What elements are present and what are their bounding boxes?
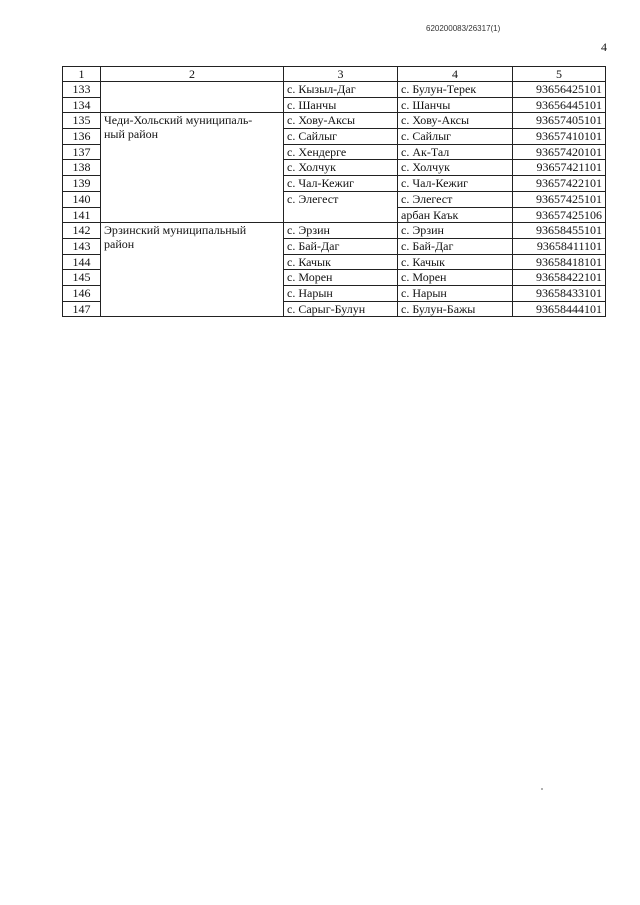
- settlement-cell: с. Элегест: [284, 191, 398, 222]
- locality-cell: с. Чал-Кежиг: [398, 176, 513, 192]
- locality-cell: арбан Каък: [398, 207, 513, 223]
- district-name-line-1: Чеди-Хольский муниципаль-: [104, 113, 253, 128]
- settlement-cell: с. Чал-Кежиг: [284, 176, 398, 192]
- row-number: 141: [63, 207, 101, 223]
- settlement-cell: с. Нарын: [284, 285, 398, 301]
- row-number: 136: [63, 129, 101, 145]
- locality-cell: с. Сайлыг: [398, 129, 513, 145]
- locality-cell: с. Булун-Терек: [398, 82, 513, 98]
- settlement-cell: с. Шанчы: [284, 97, 398, 113]
- header-col-5: 5: [513, 67, 606, 82]
- oktmo-code-cell: 93658444101: [513, 301, 606, 317]
- settlements-table: [62, 66, 606, 317]
- settlement-cell: с. Сарыг-Булун: [284, 301, 398, 317]
- page-number: 4: [601, 40, 607, 54]
- row-number: 135: [63, 113, 101, 129]
- scan-speck: [541, 788, 543, 790]
- district-cell: [101, 223, 284, 317]
- district-name-line-1: Эрзинский муниципальный: [104, 223, 247, 238]
- locality-cell: с. Шанчы: [398, 97, 513, 113]
- locality-cell: с. Булун-Бажы: [398, 301, 513, 317]
- locality-cell: с. Качык: [398, 254, 513, 270]
- oktmo-code-cell: 93656445101: [513, 97, 606, 113]
- locality-cell: с. Ак-Тал: [398, 144, 513, 160]
- locality-cell: с. Холчук: [398, 160, 513, 176]
- settlement-cell: с. Морен: [284, 270, 398, 286]
- settlement-cell: с. Сайлыг: [284, 129, 398, 145]
- header-col-2: 2: [101, 67, 284, 82]
- oktmo-code-cell: 93657425106: [513, 207, 606, 223]
- row-number: 140: [63, 191, 101, 207]
- header-col-3: 3: [284, 67, 398, 82]
- row-number: 143: [63, 238, 101, 254]
- oktmo-code-cell: 93658455101: [513, 223, 606, 239]
- locality-cell: с. Бай-Даг: [398, 238, 513, 254]
- table-header-row: [63, 67, 606, 82]
- table-row: [63, 223, 606, 239]
- settlement-cell: с. Хову-Аксы: [284, 113, 398, 129]
- row-number: 147: [63, 301, 101, 317]
- settlement-cell: с. Кызыл-Даг: [284, 82, 398, 98]
- oktmo-code-cell: 93658418101: [513, 254, 606, 270]
- district-name-line-2: ный район: [104, 127, 159, 142]
- oktmo-code-cell: 93657425101: [513, 191, 606, 207]
- locality-cell: с. Хову-Аксы: [398, 113, 513, 129]
- header-col-1: 1: [63, 67, 101, 82]
- oktmo-code-cell: 93657422101: [513, 176, 606, 192]
- row-number: 144: [63, 254, 101, 270]
- settlement-cell: с. Хендерге: [284, 144, 398, 160]
- locality-cell: с. Элегест: [398, 191, 513, 207]
- oktmo-code-cell: 93656425101: [513, 82, 606, 98]
- locality-cell: с. Нарын: [398, 285, 513, 301]
- row-number: 134: [63, 97, 101, 113]
- district-name-line-2: район: [104, 237, 135, 252]
- row-number: 133: [63, 82, 101, 98]
- table-row: [63, 82, 606, 98]
- oktmo-code-cell: 93657420101: [513, 144, 606, 160]
- oktmo-code-cell: 93658411101: [513, 238, 606, 254]
- district-cell: [101, 113, 284, 223]
- row-number: 137: [63, 144, 101, 160]
- row-number: 146: [63, 285, 101, 301]
- locality-cell: с. Морен: [398, 270, 513, 286]
- district-cell-empty: [101, 82, 284, 113]
- locality-cell: с. Эрзин: [398, 223, 513, 239]
- document-id: 620200083/26317(1): [426, 24, 501, 33]
- header-col-4: 4: [398, 67, 513, 82]
- oktmo-code-cell: 93657421101: [513, 160, 606, 176]
- oktmo-code-cell: 93657410101: [513, 129, 606, 145]
- oktmo-code-cell: 93658433101: [513, 285, 606, 301]
- settlement-cell: с. Холчук: [284, 160, 398, 176]
- row-number: 145: [63, 270, 101, 286]
- row-number: 139: [63, 176, 101, 192]
- row-number: 138: [63, 160, 101, 176]
- settlement-cell: с. Эрзин: [284, 223, 398, 239]
- row-number: 142: [63, 223, 101, 239]
- oktmo-code-cell: 93658422101: [513, 270, 606, 286]
- table-row: [63, 113, 606, 129]
- oktmo-code-cell: 93657405101: [513, 113, 606, 129]
- settlement-cell: с. Качык: [284, 254, 398, 270]
- settlement-cell: с. Бай-Даг: [284, 238, 398, 254]
